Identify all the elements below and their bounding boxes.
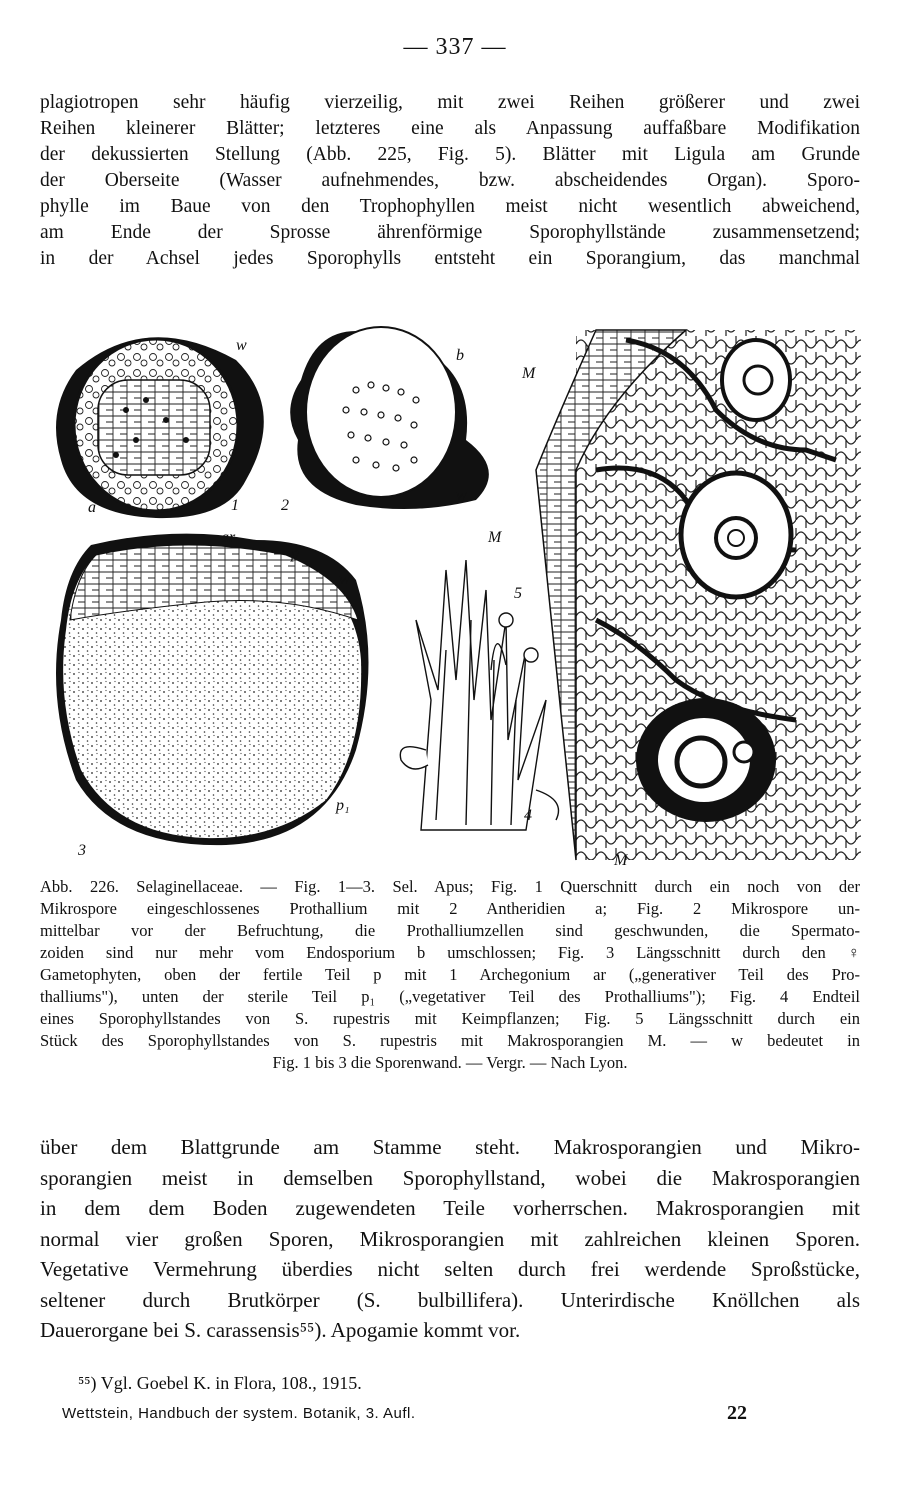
caption-line: Mikrospore eingeschlossenes Prothallium mit 2 Antheridien a; Fig. 2 Mikrospore un-	[40, 899, 860, 918]
caption-line: zoiden sind nur mehr vom Endosporium b umschlossen; Fig. 3 Längsschnitt durch den ♀	[40, 943, 860, 962]
page-number: — 337 —	[403, 34, 507, 60]
figure-caption	[40, 876, 860, 1074]
label-fig4: 4	[524, 807, 532, 824]
label-fig3: 3	[78, 842, 86, 859]
caption-line: thalliums"), unten der sterile Teil p₁ („vegetativer Teil des Prothalliums"); Fig. 4 Endteil	[40, 987, 860, 1006]
label-p1: p₁	[336, 797, 350, 814]
bottom-paragraph	[40, 1132, 860, 1346]
caption-line: Fig. 1 bis 3 die Sporenwand. — Vergr. — Nach Lyon.	[272, 1053, 628, 1072]
label-fig1: 1	[231, 497, 239, 514]
figure-1-microspore	[56, 337, 264, 518]
text-line: der dekussierten Stellung (Abb. 225, Fig. 5). Blätter mit Ligula am Grunde	[40, 144, 860, 165]
label-a: a	[88, 499, 96, 516]
text-line: in der Achsel jedes Sporophylls entsteht ein Sporangium, das manchmal	[40, 248, 860, 269]
figure-4-sporophyll-stand	[400, 560, 558, 830]
footnote: ⁵⁵) Vgl. Goebel K. in Flora, 108., 1915.	[78, 1373, 362, 1393]
figure-3-gametophyte	[56, 534, 369, 846]
caption-line: eines Sporophyllstandes von S. rupestris mit Keimpflanzen; Fig. 5 Längsschnitt durch ein	[40, 1009, 860, 1028]
label-M3: M	[614, 852, 628, 868]
label-p: p	[291, 545, 299, 562]
text-line: Dauerorgane bei S. carassensis⁵⁵). Apogamie kommt vor.	[40, 1318, 521, 1342]
caption-line: mittelbar vor der Befruchtung, die Prothalliumzellen sind geschwunden, die Spermato-	[40, 921, 860, 940]
label-M1: M	[522, 365, 536, 382]
caption-line: Abb. 226. Selaginellaceae. — Fig. 1—3. Sel. Apus; Fig. 1 Querschnitt durch ein noch von der	[40, 877, 860, 896]
signature-number: 22	[727, 1402, 747, 1424]
label-w1: w	[236, 337, 247, 354]
label-M2: M	[488, 529, 502, 546]
text-line: phylle im Baue von den Trophophyllen meist nicht wesentlich abweichend,	[40, 196, 860, 217]
text-line: in dem dem Boden zugewendeten Teile vorherrschen. Makrosporangien mit	[40, 1196, 860, 1220]
text-line: der Oberseite (Wasser aufnehmendes, bzw. abscheidendes Organ). Sporo-	[40, 170, 860, 191]
caption-line: Stück des Sporophyllstandes von S. rupestris mit Makrosporangien M. — w bedeutet in	[40, 1031, 860, 1050]
label-w2: w	[456, 487, 467, 504]
running-footer: Wettstein, Handbuch der system. Botanik, 3. Aufl.	[62, 1405, 416, 1422]
label-fig5: 5	[514, 585, 522, 602]
caption-line: Gametophyten, oben der fertile Teil p mit 1 Archegonium ar („generativer Teil des Pro-	[40, 965, 860, 984]
label-fig2: 2	[281, 497, 289, 514]
text-line: Reihen kleinerer Blätter; letzteres eine als Anpassung auffaßbare Modifikation	[40, 118, 860, 139]
text-line: am Ende der Sprosse ährenförmige Sporophyllstände zusammensetzend;	[40, 222, 860, 243]
text-line: plagiotropen sehr häufig vierzeilig, mit zwei Reihen größerer und zwei	[40, 92, 860, 113]
figure-5-macrosporangia	[536, 330, 861, 860]
text-line: Vegetative Vermehrung überdies nicht selten durch frei werdende Sproßstücke,	[40, 1257, 860, 1281]
top-paragraph	[40, 90, 860, 272]
text-line: normal vier großen Sporen, Mikrosporangien mit zahlreichen kleinen Sporen.	[40, 1226, 860, 1251]
botanical-figure	[36, 320, 868, 868]
label-w3: w	[339, 571, 350, 588]
text-line: sporangien meist in demselben Sporophyllstand, wobei die Makrosporangien	[40, 1165, 860, 1190]
text-line: über dem Blattgrunde am Stamme steht. Makrosporangien und Mikro-	[40, 1135, 860, 1159]
label-ar: ar	[221, 529, 236, 546]
text-line: seltener durch Brutkörper (S. bulbillifera). Unterirdische Knöllchen als	[40, 1287, 860, 1312]
label-b: b	[456, 347, 464, 364]
